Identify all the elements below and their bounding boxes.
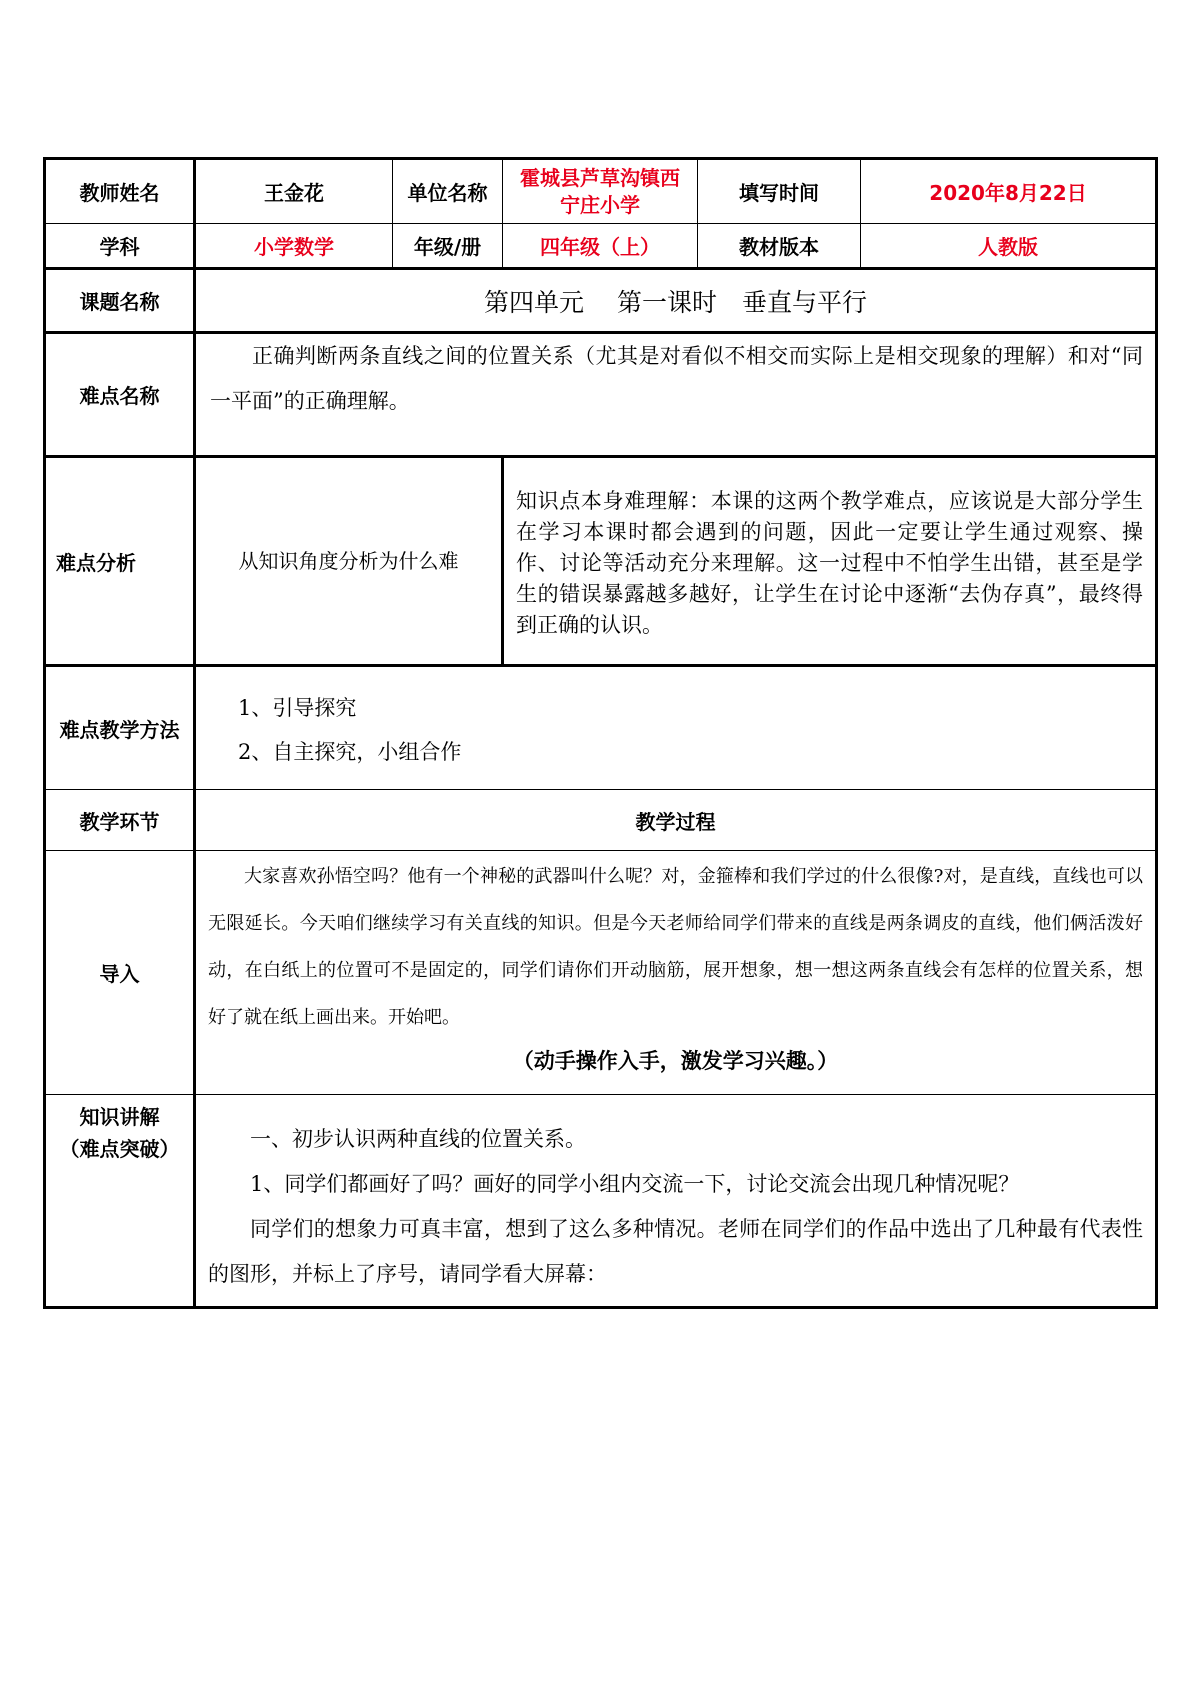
intro-row <box>45 851 1157 1095</box>
method-item-1: 1、引导探究 <box>238 696 357 720</box>
edition-label: 教材版本 <box>698 224 861 269</box>
knowledge-label-1: 知识讲解 <box>79 1105 160 1129</box>
analysis-sub-label: 从知识角度分析为什么难 <box>238 549 459 573</box>
process-label: 教学过程 <box>195 790 1157 851</box>
teacher-value: 王金花 <box>195 159 393 224</box>
methods-label: 难点教学方法 <box>45 666 195 790</box>
teacher-label: 教师姓名 <box>45 159 195 224</box>
difficulty-row <box>45 333 1157 457</box>
knowledge-label-cell <box>45 1095 195 1308</box>
difficulty-cell <box>195 333 1157 457</box>
knowledge-label-2: （难点突破） <box>59 1137 180 1161</box>
methods-cell <box>195 666 1157 790</box>
analysis-row <box>45 457 1157 666</box>
intro-note: （动手操作入手，激发学习兴趣。） <box>512 1049 839 1073</box>
intro-label: 导入 <box>45 851 195 1095</box>
edition-value: 人教版 <box>861 224 1157 269</box>
header-row-2 <box>45 224 1157 269</box>
analysis-sub-label-cell <box>195 457 503 666</box>
knowledge-paragraph-3: 同学们的想象力可真丰富，想到了这么多种情况。老师在同学们的作品中选出了几种最有代表性的图形，并标上了序号，请同学看大屏幕： <box>208 1217 1143 1286</box>
unit-label: 单位名称 <box>393 159 503 224</box>
intro-text: 大家喜欢孙悟空吗？他有一个神秘的武器叫什么呢？对，金箍棒和我们学过的什么很像?对，是直线，直线也可以无限延长。今天咱们继续学习有关直线的知识。但是今天老师给同学们带来的直线是两条调皮的直线，他们俩活泼好动，在白纸上的位置可不是固定的，同学们请你们开动脑筋，展开想象，想一想这两条直线会有怎样的位置关系，想好了就在纸上画出来。开始吧。 <box>208 866 1143 1028</box>
subject-label: 学科 <box>45 224 195 269</box>
process-stage-label: 教学环节 <box>45 790 195 851</box>
knowledge-row <box>45 1095 1157 1308</box>
difficulty-text: 正确判断两条直线之间的位置关系（尤其是对看似不相交而实际上是相交现象的理解）和对“同一平面”的正确理解。 <box>210 344 1143 413</box>
date-value: 2020年8月22日 <box>861 159 1157 224</box>
knowledge-paragraph-1: 一、初步认识两种直线的位置关系。 <box>250 1127 586 1151</box>
header-row-1 <box>45 159 1157 224</box>
knowledge-cell <box>195 1095 1157 1308</box>
lesson-plan-page <box>43 157 1155 1309</box>
date-label: 填写时间 <box>698 159 861 224</box>
topic-label: 课题名称 <box>45 269 195 333</box>
process-header-row <box>45 790 1157 851</box>
method-item-2: 2、自主探究，小组合作 <box>238 740 462 764</box>
grade-label: 年级/册 <box>393 224 503 269</box>
difficulty-label: 难点名称 <box>45 333 195 457</box>
lesson-plan-table <box>43 157 1158 1309</box>
subject-value: 小学数学 <box>195 224 393 269</box>
analysis-text-cell <box>503 457 1157 666</box>
grade-value: 四年级（上） <box>503 224 698 269</box>
unit-value: 霍城县芦草沟镇西宁庄小学 <box>503 159 698 224</box>
analysis-text: 知识点本身难理解：本课的这两个教学难点，应该说是大部分学生在学习本课时都会遇到的问题，因此一定要让学生通过观察、操作、讨论等活动充分来理解。这一过程中不怕学生出错，甚至是学生的错误暴露越多越好，让学生在讨论中逐渐“去伪存真”，最终得到正确的认识。 <box>516 489 1143 637</box>
topic-value: 第四单元 第一课时 垂直与平行 <box>195 269 1157 333</box>
intro-cell <box>195 851 1157 1095</box>
knowledge-paragraph-2: 1、同学们都画好了吗？画好的同学小组内交流一下，讨论交流会出现几种情况呢？ <box>250 1172 1020 1196</box>
methods-row <box>45 666 1157 790</box>
topic-row <box>45 269 1157 333</box>
analysis-label: 难点分析 <box>45 457 195 666</box>
